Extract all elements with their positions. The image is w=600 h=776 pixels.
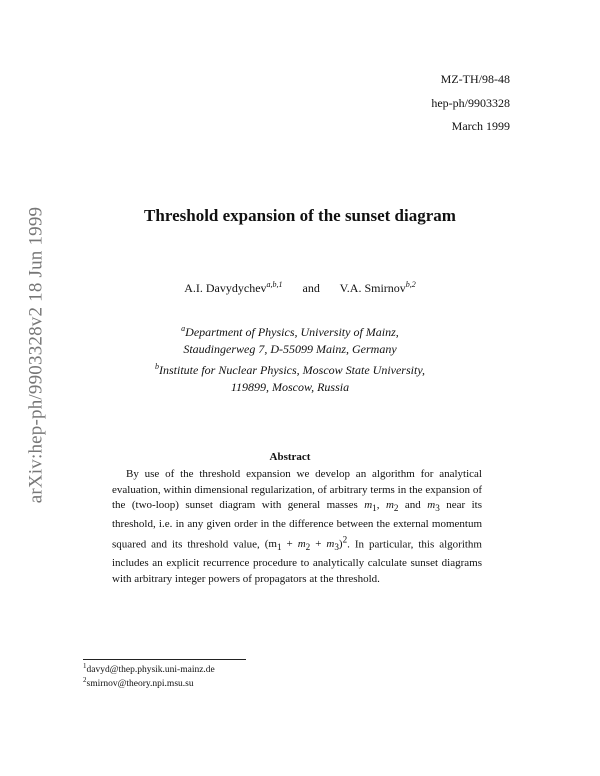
footnote-email: davyd@thep.physik.uni-mainz.de — [86, 665, 215, 676]
footnote-mark: 1 — [83, 662, 87, 670]
paper-title: Threshold expansion of the sunset diagram — [144, 206, 456, 225]
affiliation-mark: b — [155, 362, 160, 371]
preprint-date: March 1999 — [451, 119, 510, 133]
footnote-mark: 2 — [83, 676, 87, 684]
report-number: hep-ph/9903328 — [431, 96, 510, 110]
footnote-email: smirnov@theory.npi.msu.su — [86, 679, 194, 690]
affiliation-line: Department of Physics, University of Mainz, — [185, 325, 399, 339]
author-name: V.A. Smirnov — [339, 281, 406, 295]
author-affiliation-marks: b,2 — [405, 280, 416, 289]
author-line — [0, 280, 600, 296]
abstract-text: By use of the threshold expansion we develop an algorithm for analytical evaluation, within dimensional regularization, of arbitrary terms in the expansion of the (two-loop) sunset diagram with general masses $m_1$, $m_2$ and $m_3$ near its threshold, i.e. in any given order in the difference between the external momentum squared and its threshold value, $(m_1 + m_2 + m_3)^2$. In particular, this algorithm includes an explicit recurrence procedure to analytically calculate sunset diagrams with arbitrary integer powers of propagators at the threshold. — [112, 468, 483, 585]
authors-conjunction: and — [302, 281, 320, 295]
affiliation-line: Institute for Nuclear Physics, Moscow State University, — [159, 363, 425, 377]
threshold-formula: $(m_1 + m_2 + m_3)^2$ — [264, 534, 348, 553]
affiliation-line: 119899, Moscow, Russia — [230, 380, 350, 394]
author-name: A.I. Davydychev — [184, 281, 267, 295]
abstract-heading: Abstract — [269, 451, 311, 463]
footnote-rule — [83, 659, 246, 660]
affiliation-b — [0, 358, 580, 396]
footnote — [83, 662, 215, 675]
affiliation-a — [0, 320, 580, 358]
affiliation-line: Staudingerweg 7, D-55099 Mainz, Germany — [183, 342, 397, 356]
affiliation-mark: a — [181, 324, 186, 333]
arxiv-identifier: arXiv:hep-ph/9903328v2 18 Jun 1999 — [25, 206, 46, 504]
author-affiliation-marks: a,b,1 — [266, 280, 283, 289]
preprint-number: MZ-TH/98-48 — [440, 72, 510, 86]
footnote — [83, 676, 194, 689]
